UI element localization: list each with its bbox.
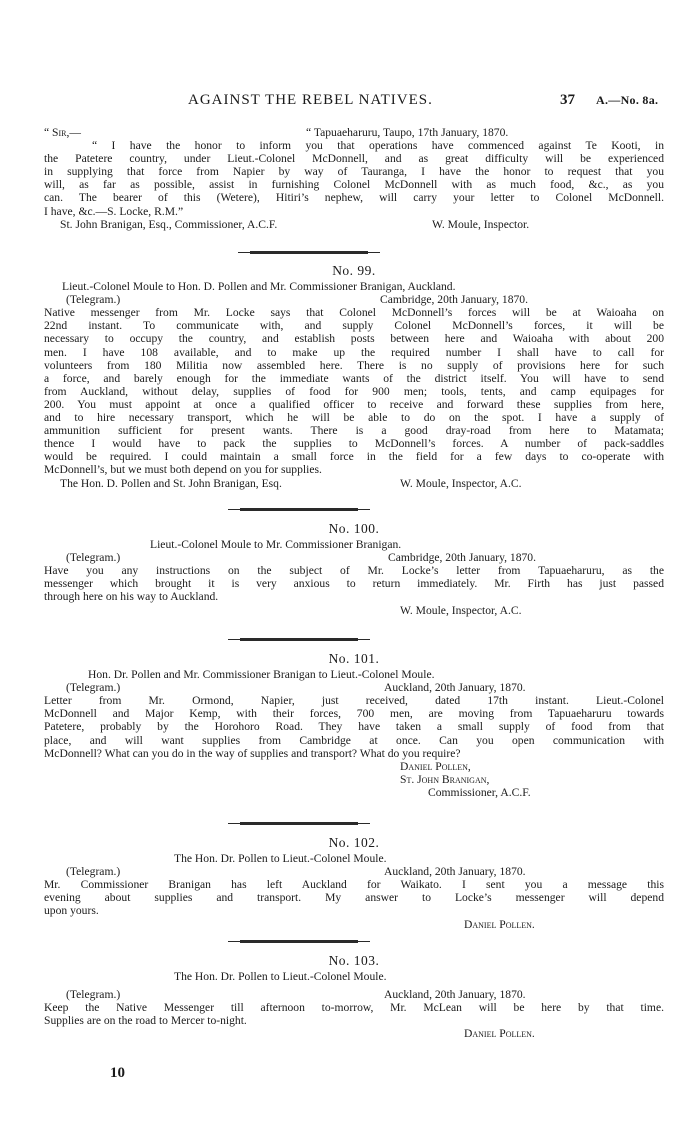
body-line: thence I would have to pack the supplies to McDonnell’s forces. A number of pack-saddles — [44, 437, 664, 451]
body-line: place, and will want supplies from Cambridge at once. Can you open communication with — [44, 733, 664, 747]
signature-title: Commissioner, A.C.F. — [428, 785, 531, 799]
signature: St. John Branigan, — [400, 772, 490, 786]
body-line: “ I have the honor to inform you that operations have commenced against Te Kooti, in — [92, 139, 664, 153]
section-divider — [250, 251, 368, 254]
body-line: I have, &c.—S. Locke, R.M.” — [44, 204, 184, 218]
message-102 — [44, 836, 664, 931]
message-101 — [44, 652, 664, 799]
body-line: and to hire necessary transport, which he will be able to do on the spot. I have a supply of — [44, 411, 664, 425]
signature: Daniel Pollen. — [464, 917, 535, 931]
message-type: (Telegram.) — [66, 681, 121, 695]
message-place-date: Auckland, 20th January, 1870. — [384, 681, 526, 695]
message-99 — [44, 264, 664, 490]
message-heading: Lieut.-Colonel Moule to Hon. D. Pollen and Mr. Commissioner Branigan, Auckland. — [62, 280, 456, 294]
signature: W. Moule, Inspector, A.C. — [400, 603, 522, 617]
message-type: (Telegram.) — [66, 988, 121, 1002]
body-line: McDonnell’s, but we must both depend on you for supplies. — [44, 463, 322, 477]
salutation: “ Sir,— — [44, 126, 81, 139]
addressee: The Hon. D. Pollen and St. John Branigan, Esq. — [60, 476, 282, 490]
message-number: No. 101. — [328, 651, 380, 666]
body-line: Mr. Commissioner Branigan has left Auckland for Waikato. I sent you a message this — [44, 878, 664, 892]
body-line: would be required. I could maintain a small force in the field for a few days to co-operate with — [44, 450, 664, 464]
signature: Daniel Pollen. — [464, 1027, 535, 1041]
message-heading: The Hon. Dr. Pollen to Lieut.-Colonel Moule. — [174, 970, 387, 984]
body-line: in supplying that force from Napier by way of Tauranga, I have the honor to request that you — [44, 165, 664, 179]
header-title: AGAINST THE REBEL NATIVES. — [188, 92, 433, 108]
signature: W. Moule, Inspector. — [432, 217, 530, 231]
signature: Daniel Pollen, — [400, 759, 471, 773]
body-line: Patetere, probably by the Horohoro Road. They have taken a small supply of food from that — [44, 720, 664, 734]
signature: W. Moule, Inspector, A.C. — [400, 476, 522, 490]
body-line: McDonnell? What can you do in the way of supplies and transport? What do you require? — [44, 746, 461, 760]
section-divider — [240, 822, 358, 825]
body-line: necessary to occupy the country, and establish posts between here and Waioaha with about 200 — [44, 332, 664, 346]
paper-reference: A.—No. 8a. — [596, 93, 659, 107]
message-number: No. 100. — [328, 521, 380, 536]
message-place-date: Auckland, 20th January, 1870. — [384, 865, 526, 879]
body-line: Supplies are on the road to Mercer to-night. — [44, 1014, 247, 1028]
message-number: No. 103. — [328, 953, 380, 968]
message-number: No. 102. — [328, 835, 380, 850]
addressee: St. John Branigan, Esq., Commissioner, A.C.F. — [60, 217, 278, 231]
body-line: through here on his way to Auckland. — [44, 590, 219, 604]
page-number: 37 — [560, 92, 575, 108]
body-line: Keep the Native Messenger till afternoon to-morrow, Mr. McLean will be here by that time. — [44, 1001, 664, 1015]
message-heading: The Hon. Dr. Pollen to Lieut.-Colonel Moule. — [174, 852, 387, 866]
message-type: (Telegram.) — [66, 865, 121, 879]
letter-intro — [44, 126, 664, 231]
running-header — [0, 92, 700, 112]
body-line: messenger which brought it is very anxious to return immediately. Mr. Firth has just passed — [44, 577, 664, 591]
message-heading: Hon. Dr. Pollen and Mr. Commissioner Branigan to Lieut.-Colonel Moule. — [88, 668, 435, 682]
message-place-date: Auckland, 20th January, 1870. — [384, 988, 526, 1002]
body-line: the Patetere country, under Lieut.-Colonel McDonnell, and as great difficulty will be experienced — [44, 152, 664, 166]
body-line: Have you any instructions on the subject of Mr. Locke’s letter from Tapuaeharuru, as the — [44, 564, 664, 578]
body-line: Letter from Mr. Ormond, Napier, just received, dated 17th instant. Lieut.-Colonel — [44, 694, 664, 708]
sheet-number: 10 — [110, 1065, 125, 1081]
body-line: a force, and barely enough for the immediate wants of the district itself. You will have to send — [44, 371, 664, 385]
message-type: (Telegram.) — [66, 551, 121, 565]
message-place-date: Cambridge, 20th January, 1870. — [388, 551, 537, 565]
body-line: men. I have 108 available, and to make up the required number I shall have to call for — [44, 345, 664, 359]
message-100 — [44, 522, 664, 617]
body-line: can. The bearer of this (Wetere), Hitiri’s nephew, will carry your letter to Colonel McDonnell. — [44, 191, 664, 205]
body-line: ammunition sufficient for present wants. There is a good dray-road from here to Matamata; — [44, 424, 664, 438]
message-103 — [44, 954, 664, 1041]
letter-place-date: “ Tapuaeharuru, Taupo, 17th January, 1870. — [306, 126, 509, 139]
message-type: (Telegram.) — [66, 293, 121, 307]
section-divider — [240, 508, 358, 511]
message-number: No. 99. — [332, 263, 376, 278]
body-line: 200. You must appoint at once a qualified officer to receive and forward these supplies from here, — [44, 397, 664, 411]
body-line: Native messenger from Mr. Locke says that Colonel McDonnell’s forces will be at Waioaha on — [44, 306, 664, 320]
body-line: volunteers from 180 Militia now assembled here. There is no supply of provisions here for such — [44, 358, 664, 372]
body-line: will, as far as possible, assist in furnishing Colonel McDonnell with as much food, &c., as you — [44, 178, 664, 192]
section-divider — [240, 940, 358, 943]
section-divider — [240, 638, 358, 641]
message-place-date: Cambridge, 20th January, 1870. — [380, 293, 529, 307]
body-line: evening about supplies and transport. My answer to Locke’s messenger will depend — [44, 891, 664, 905]
body-line: 22nd instant. To communicate with, and supply Colonel McDonnell’s forces, it will be — [44, 319, 664, 333]
body-line: from Auckland, without delay, supplies of food for 900 men; tools, tents, and camp equipages for — [44, 384, 664, 398]
body-line: upon yours. — [44, 904, 99, 918]
message-heading: Lieut.-Colonel Moule to Mr. Commissioner Branigan. — [150, 538, 402, 552]
body-line: McDonnell and Major Kemp, with their forces, 700 men, are moving from Tapuaeharuru towards — [44, 707, 664, 721]
